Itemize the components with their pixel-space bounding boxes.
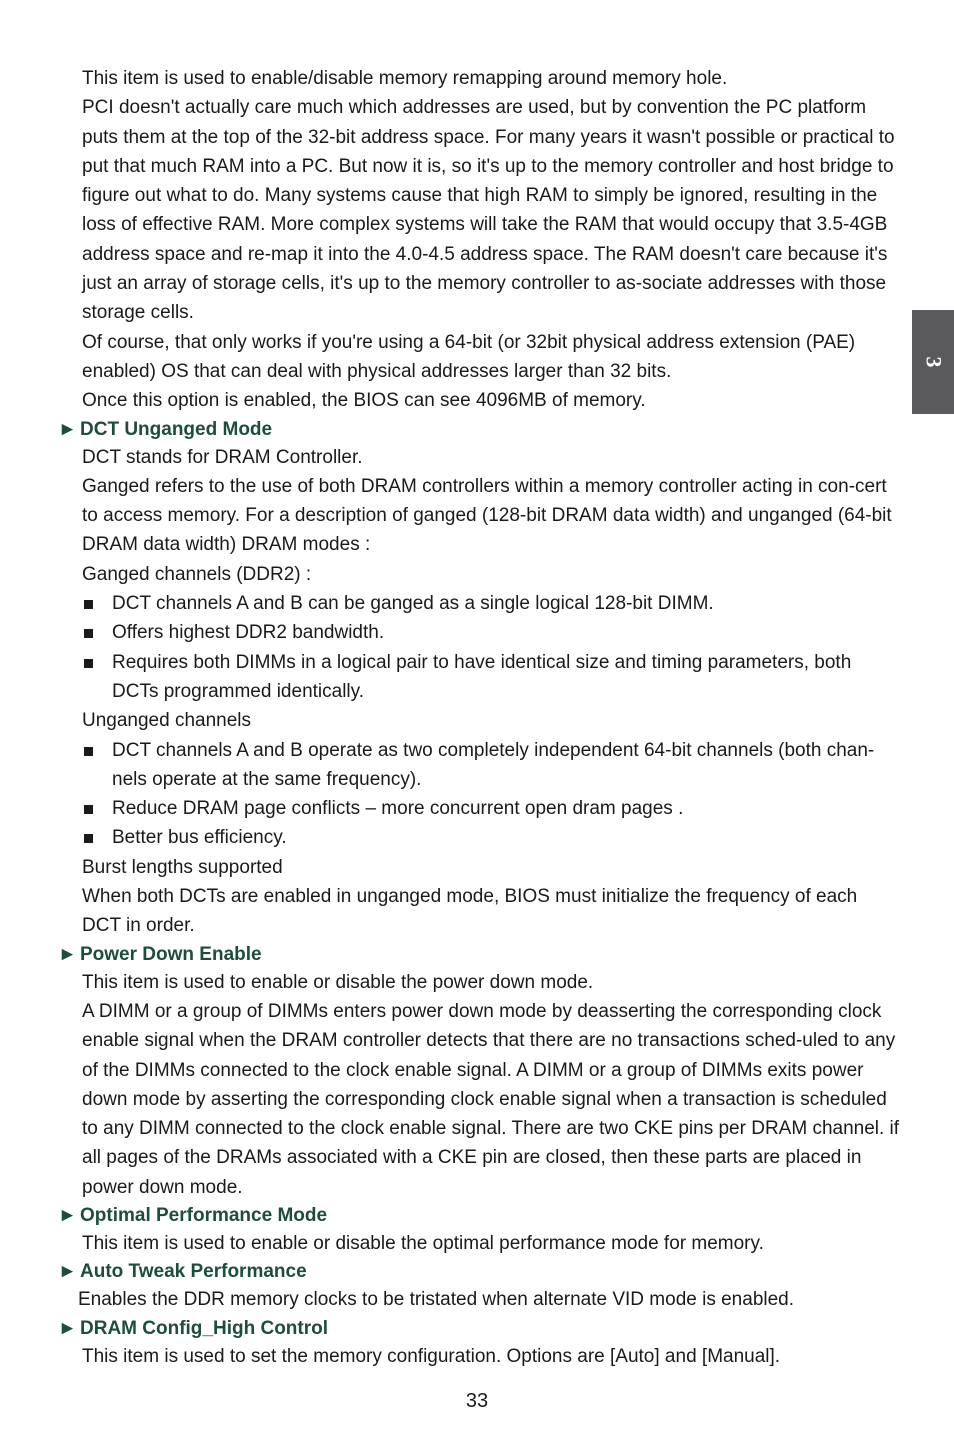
list-item	[0, 823, 900, 852]
list-item-text: DCT channels A and B operate as two completely independent 64-bit channels (both chan-nels operate at the same frequency).	[112, 739, 875, 790]
heading-text: Power Down Enable	[80, 943, 262, 965]
dram-config-paragraph: This item is used to set the memory configuration. Options are [Auto] and [Manual].	[82, 1345, 781, 1367]
list-item	[0, 618, 900, 647]
intro-paragraph-2: PCI doesn't actually care much which addresses are used, but by convention the PC platform puts them at the top of the 32-bit address space. For many years it wasn't possible or practical to put that much RAM into a PC. But now it is, so it's up to the memory controller and host bridge to figure out what to do. Many systems cause that high RAM to simply be ignored, resulting in the loss of effective RAM. More complex systems will take the RAM that would occupy that 3.5-4GB address space and re-map it into the 4.0-4.5 address space. The RAM doesn't care because it's just an array of storage cells, it's up to the memory controller to as-sociate addresses with those storage cells.	[82, 97, 895, 324]
intro-paragraph-3: Of course, that only works if you're using a 64-bit (or 32bit physical address extension (PAE) enabled) OS that can deal with physical addresses larger than 32 bits.	[82, 331, 856, 382]
triangle-icon: ►	[58, 1204, 77, 1226]
list-item-text: Reduce DRAM page conflicts – more concurrent open dram pages .	[112, 798, 684, 820]
list-item	[0, 794, 900, 823]
list-item-text: DCT channels A and B can be ganged as a single logical 128-bit DIMM.	[112, 593, 714, 615]
auto-tweak-paragraph: Enables the DDR memory clocks to be tristated when alternate VID mode is enabled.	[78, 1289, 795, 1311]
square-bullet-icon	[84, 747, 93, 756]
intro-paragraph-4: Once this option is enabled, the BIOS can see 4096MB of memory.	[82, 390, 646, 412]
chapter-number: 3	[921, 356, 946, 368]
page-number: 33	[465, 1390, 489, 1412]
list-item-text: Better bus efficiency.	[112, 827, 287, 849]
list-item-text: Offers highest DDR2 bandwidth.	[112, 622, 385, 644]
power-down-paragraph-2: A DIMM or a group of DIMMs enters power down mode by deasserting the corresponding clock enable signal when the DRAM controller detects that there are no transactions sched-uled to any of the DIMMs connected to the clock enable signal. A DIMM or a group of DIMMs exits power down mode by asserting the corresponding clock enable signal when a transaction is scheduled to any DIMM connected to the clock enable signal. There are two CKE pins per DRAM channel. if all pages of the DRAMs associated with a CKE pin are closed, then these parts are placed in power down mode.	[82, 1000, 900, 1198]
square-bullet-icon	[84, 629, 93, 638]
dct-paragraph-2: Ganged refers to the use of both DRAM controllers within a memory controller acting in con-cert to access memory. For a description of ganged (128-bit DRAM data width) and unganged (64-bit DRAM data width) DRAM modes :	[82, 475, 892, 556]
square-bullet-icon	[84, 834, 93, 843]
section-heading-auto-tweak	[0, 1258, 954, 1285]
list-item-text: Requires both DIMMs in a logical pair to have identical size and timing parameters, both DCTs programmed identically.	[112, 651, 852, 702]
heading-text: DRAM Config_High Control	[80, 1317, 329, 1339]
section-heading-power-down	[0, 941, 954, 968]
burst-text: When both DCTs are enabled in unganged mode, BIOS must initialize the frequency of each DCT in order.	[82, 886, 858, 937]
heading-text: DCT Unganged Mode	[80, 418, 273, 440]
square-bullet-icon	[84, 805, 93, 814]
page-content	[0, 64, 954, 1371]
list-item	[0, 589, 900, 618]
triangle-icon: ►	[58, 1317, 77, 1339]
triangle-icon: ►	[58, 418, 77, 440]
unganged-label: Unganged channels	[82, 710, 252, 732]
dct-paragraph-1: DCT stands for DRAM Controller.	[82, 446, 363, 468]
intro-paragraph-1: This item is used to enable/disable memory remapping around memory hole.	[82, 68, 728, 89]
power-down-paragraph-1: This item is used to enable or disable the power down mode.	[82, 971, 594, 993]
triangle-icon: ►	[58, 943, 77, 965]
ganged-label: Ganged channels (DDR2) :	[82, 563, 312, 585]
section-heading-dram-config	[0, 1315, 954, 1342]
optimal-paragraph: This item is used to enable or disable the optimal performance mode for memory.	[82, 1232, 764, 1254]
triangle-icon: ►	[58, 1261, 77, 1283]
square-bullet-icon	[84, 600, 93, 609]
burst-label: Burst lengths supported	[82, 856, 283, 878]
section-heading-optimal	[0, 1202, 954, 1229]
section-heading-dct	[0, 416, 954, 443]
heading-text: Auto Tweak Performance	[80, 1261, 307, 1283]
square-bullet-icon	[84, 659, 93, 668]
heading-text: Optimal Performance Mode	[80, 1204, 328, 1226]
list-item	[0, 736, 900, 795]
list-item	[0, 648, 900, 707]
